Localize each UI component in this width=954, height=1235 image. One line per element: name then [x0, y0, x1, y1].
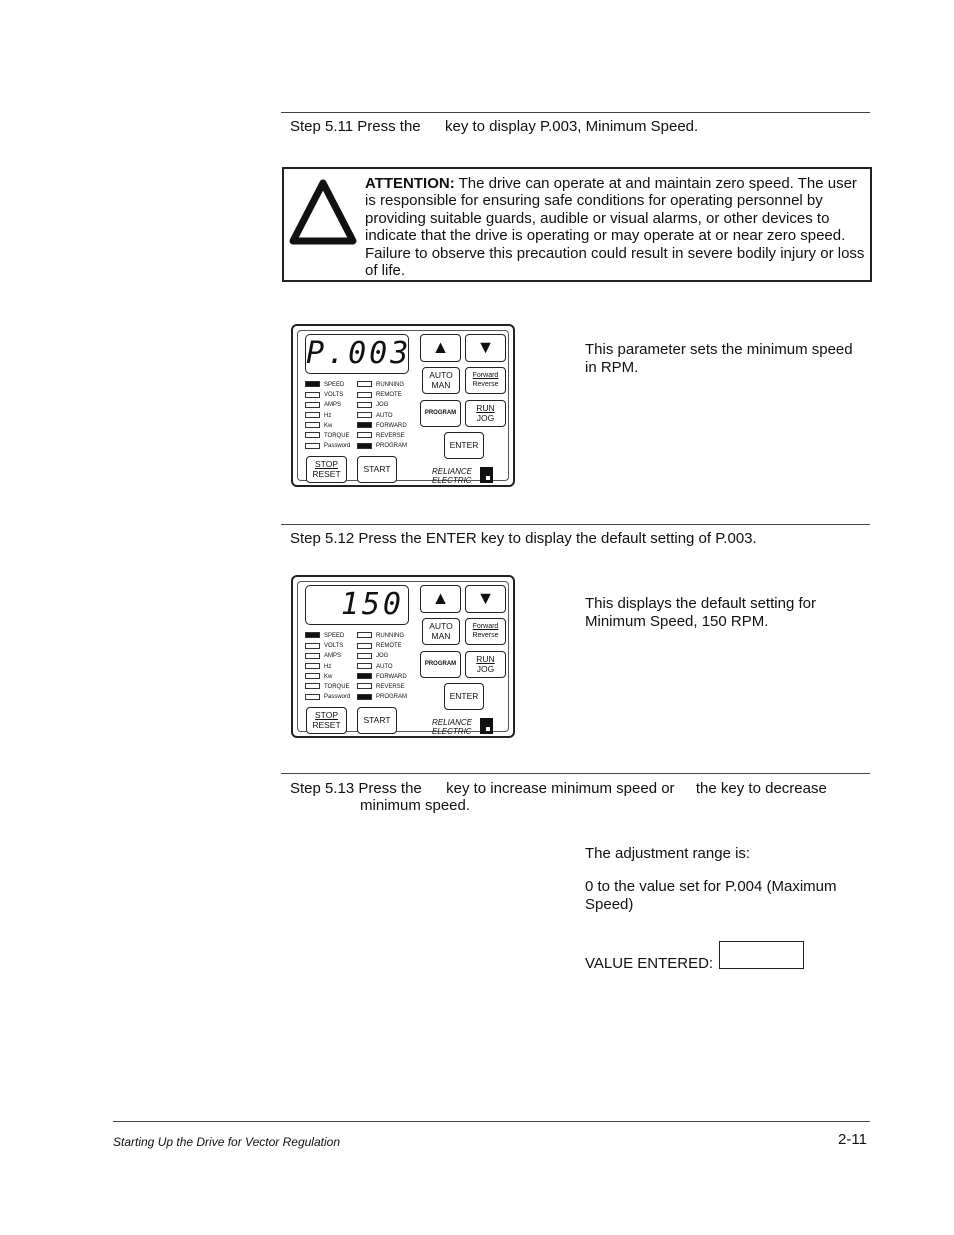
auto-man-key[interactable] — [422, 618, 460, 645]
led-light — [357, 381, 372, 387]
divider — [281, 112, 870, 113]
step-5-12 — [290, 530, 757, 547]
range-line-2: Speed) — [585, 896, 634, 913]
led-indicator — [305, 651, 350, 661]
start-key[interactable] — [357, 707, 397, 734]
led-light — [357, 663, 372, 669]
led-label: REMOTE — [376, 643, 402, 650]
program-key[interactable] — [420, 651, 461, 678]
led-label: TORQUE — [324, 683, 350, 690]
led-indicator — [357, 380, 407, 390]
key-label: START — [363, 464, 391, 474]
led-light — [305, 653, 320, 659]
start-key[interactable] — [357, 456, 397, 483]
forward-reverse-key[interactable] — [465, 367, 506, 394]
led-label: TORQUE — [324, 432, 350, 439]
step-text: key to increase minimum speed or — [446, 780, 675, 797]
run-jog-key[interactable] — [465, 651, 506, 678]
led-label: FORWARD — [376, 422, 407, 429]
led-light — [357, 443, 372, 449]
value-entered-box — [719, 941, 804, 969]
step-text: the key to decrease — [695, 780, 827, 797]
down-arrow-icon: ▼ — [476, 337, 495, 357]
led-label: JOG — [376, 653, 389, 660]
led-label: SPEED — [324, 633, 345, 639]
led-light — [305, 402, 320, 408]
key-label: ENTER — [449, 691, 479, 701]
led-light — [357, 412, 372, 418]
range-line-1: 0 to the value set for P.004 (Maximum — [585, 878, 837, 895]
keypad-diagram — [291, 575, 515, 738]
led-light — [305, 392, 320, 398]
led-indicator — [305, 431, 350, 441]
led-light — [357, 392, 372, 398]
led-label: FORWARD — [376, 673, 407, 680]
brand-name: ELECTRIC — [432, 476, 472, 485]
stop-reset-key[interactable] — [306, 456, 347, 483]
step-text: Press the — [357, 118, 421, 135]
attention-box — [282, 167, 872, 282]
brand-logo — [432, 467, 472, 485]
led-indicator — [357, 662, 407, 672]
led-label: Hz — [324, 663, 332, 670]
led-column-left — [305, 380, 350, 451]
brand-name: RELIANCE — [432, 467, 473, 476]
enter-key[interactable] — [444, 683, 484, 710]
up-arrow-icon: ▲ — [431, 588, 450, 608]
step-label: Step 5.11 — [290, 118, 354, 135]
led-label: AMPS — [324, 653, 342, 660]
led-indicator — [357, 421, 407, 431]
led-indicator — [357, 390, 407, 400]
led-column-right — [357, 380, 407, 451]
led-label: Password — [324, 443, 351, 450]
led-light — [305, 643, 320, 649]
warning-triangle-icon — [289, 177, 357, 247]
footer-divider — [113, 1121, 870, 1122]
down-arrow-icon: ▼ — [476, 588, 495, 608]
led-label: SPEED — [324, 382, 345, 388]
led-label: REMOTE — [376, 392, 402, 399]
auto-man-key[interactable] — [422, 367, 460, 394]
led-indicator — [305, 390, 350, 400]
key-label: Reverse — [472, 381, 499, 388]
led-label: Kw — [324, 673, 333, 680]
led-indicator — [357, 631, 407, 641]
led-light — [305, 673, 320, 679]
footer-title: Starting Up the Drive for Vector Regulation — [113, 1135, 340, 1149]
led-light — [357, 683, 372, 689]
led-indicator — [305, 380, 350, 390]
led-label: PROGRAM — [376, 443, 408, 450]
led-indicator — [357, 672, 407, 682]
led-light — [357, 694, 372, 700]
led-indicator — [357, 641, 407, 651]
attention-body: The drive can operate at and maintain zero speed. The user is responsible for ensuring safe conditions for operating personnel by providing suitable guards, audible or visual alarms, or other devices to indicate that the drive is operating or may operate at or near zero speed. Failure to observe this precaution could result in severe bodily injury or loss of life. — [365, 175, 865, 280]
step-label: Step 5.13 — [290, 780, 355, 797]
led-light — [357, 653, 372, 659]
brand-logo — [432, 718, 472, 736]
led-indicator — [305, 411, 350, 421]
key-label: PROGRAM — [424, 661, 457, 667]
key-label: ENTER — [449, 440, 479, 450]
run-jog-key[interactable] — [465, 400, 506, 427]
key-label: RESET — [312, 469, 341, 479]
attention-label: ATTENTION: — [365, 175, 455, 192]
led-indicator — [305, 631, 350, 641]
led-indicator — [305, 400, 350, 410]
led-indicator — [305, 421, 350, 431]
led-light — [357, 402, 372, 408]
enter-key[interactable] — [444, 432, 484, 459]
down-arrow-key[interactable] — [465, 334, 506, 362]
up-arrow-icon: ▲ — [431, 337, 450, 357]
step-text: minimum speed. — [360, 797, 471, 814]
key-label: AUTO — [429, 621, 453, 631]
led-indicator — [305, 441, 350, 451]
key-label: START — [363, 715, 391, 725]
led-indicator — [305, 692, 350, 702]
led-light — [305, 412, 320, 418]
led-indicator — [305, 672, 350, 682]
key-label: MAN — [431, 380, 451, 390]
brand-name: RELIANCE — [432, 718, 473, 727]
led-indicator — [357, 431, 407, 441]
led-indicator — [357, 692, 407, 702]
led-label: REVERSE — [376, 432, 405, 439]
led-label: JOG — [376, 402, 389, 409]
up-arrow-key[interactable] — [420, 585, 461, 613]
led-label: VOLTS — [324, 643, 344, 650]
led-light — [305, 432, 320, 438]
led-indicator — [357, 441, 407, 451]
divider — [281, 773, 870, 774]
keypad-display: P.003 — [305, 334, 409, 374]
keypad-diagram — [291, 324, 515, 487]
led-label: VOLTS — [324, 392, 344, 399]
down-arrow-key[interactable] — [465, 585, 506, 613]
led-light — [357, 432, 372, 438]
key-label: Reverse — [472, 632, 499, 639]
led-label: AUTO — [376, 412, 393, 419]
led-column-right — [357, 631, 407, 702]
keypad-note: This displays the default setting for Minimum Speed, 150 RPM. — [585, 595, 816, 630]
led-column-left — [305, 631, 350, 702]
led-light — [357, 422, 372, 428]
led-indicator — [357, 411, 407, 421]
brand-logo-mark — [480, 718, 493, 734]
led-label: PROGRAM — [376, 694, 408, 701]
led-light — [305, 663, 320, 669]
led-label: RUNNING — [376, 382, 404, 388]
led-indicator — [305, 641, 350, 651]
led-light — [357, 673, 372, 679]
step-text: Press the — [358, 780, 422, 797]
led-indicator — [305, 662, 350, 672]
step-text: key to display P.003, Minimum Speed. — [445, 118, 699, 135]
up-arrow-key[interactable] — [420, 334, 461, 362]
led-light — [305, 443, 320, 449]
key-label: STOP — [315, 710, 338, 720]
led-label: AUTO — [376, 663, 393, 670]
step-text: Press the ENTER key to display the default setting of P.003. — [358, 530, 757, 547]
keypad-display: 150 — [305, 585, 409, 625]
key-label: Forward — [472, 623, 499, 630]
led-label: Hz — [324, 412, 332, 419]
led-light — [305, 632, 320, 638]
led-indicator — [357, 682, 407, 692]
key-label: AUTO — [429, 370, 453, 380]
led-label: AMPS — [324, 402, 342, 409]
key-label: RESET — [312, 720, 341, 730]
key-label: RUN — [476, 403, 495, 413]
key-label: Forward — [472, 372, 499, 379]
key-label: RUN — [476, 654, 495, 664]
led-light — [357, 632, 372, 638]
led-light — [357, 643, 372, 649]
key-label: JOG — [476, 664, 495, 674]
key-label: MAN — [431, 631, 451, 641]
page-number: 2-11 — [838, 1131, 867, 1148]
brand-name: ELECTRIC — [432, 727, 472, 736]
key-label: PROGRAM — [424, 410, 457, 416]
forward-reverse-key[interactable] — [465, 618, 506, 645]
brand-logo-mark — [480, 467, 493, 483]
keypad-note: This parameter sets the minimum speed in RPM. — [585, 341, 853, 376]
stop-reset-key[interactable] — [306, 707, 347, 734]
led-light — [305, 694, 320, 700]
led-indicator — [357, 651, 407, 661]
program-key[interactable] — [420, 400, 461, 427]
attention-text — [365, 175, 865, 279]
led-label: RUNNING — [376, 633, 404, 639]
divider — [281, 524, 870, 525]
led-light — [305, 381, 320, 387]
step-5-13 — [290, 780, 827, 797]
led-indicator — [305, 682, 350, 692]
range-heading: The adjustment range is: — [585, 845, 751, 862]
step-5-11 — [290, 118, 698, 135]
led-label: Kw — [324, 422, 333, 429]
led-light — [305, 683, 320, 689]
led-label: Password — [324, 694, 351, 701]
led-label: REVERSE — [376, 683, 405, 690]
led-indicator — [357, 400, 407, 410]
step-label: Step 5.12 — [290, 530, 355, 547]
led-light — [305, 422, 320, 428]
key-label: JOG — [476, 413, 495, 423]
key-label: STOP — [315, 459, 338, 469]
value-entered-label: VALUE ENTERED: — [585, 955, 714, 972]
